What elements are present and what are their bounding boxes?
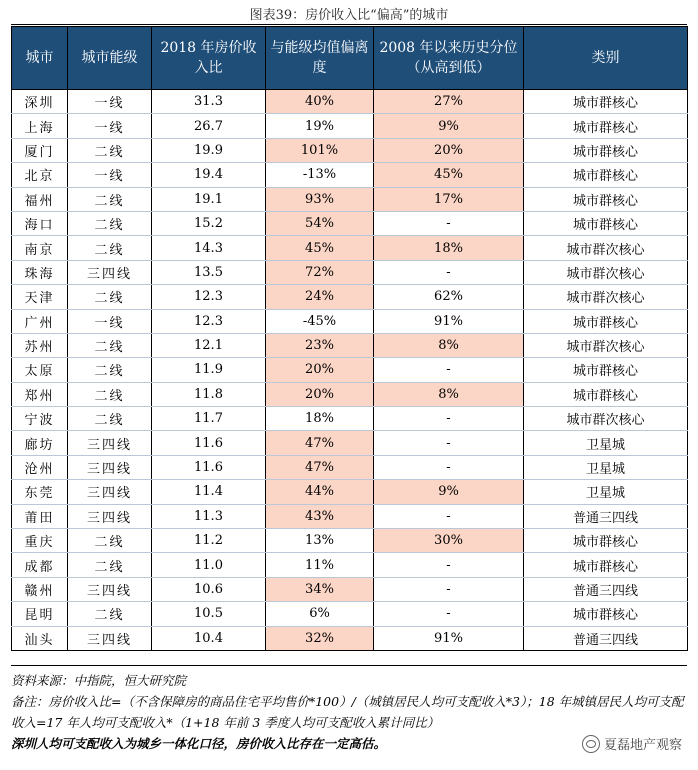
source-note: 资料来源：中指院，恒大研究院 xyxy=(11,673,187,688)
cell-tier: 三四线 xyxy=(68,455,152,479)
cell-ratio: 13.5 xyxy=(152,260,266,284)
cell-tier: 二线 xyxy=(68,138,152,162)
cell-city: 天津 xyxy=(12,285,68,309)
cell-deviation: -45% xyxy=(266,309,374,333)
bottom-rule xyxy=(11,665,687,666)
table-row xyxy=(12,358,688,382)
cell-percentile: - xyxy=(374,407,524,431)
cell-ratio: 11.7 xyxy=(152,407,266,431)
cell-tier: 二线 xyxy=(68,236,152,260)
cell-category: 普通三四线 xyxy=(524,626,688,650)
cell-deviation: 47% xyxy=(266,431,374,455)
cell-deviation: 19% xyxy=(266,114,374,138)
cell-city: 成都 xyxy=(12,553,68,577)
cell-percentile: 20% xyxy=(374,138,524,162)
cell-tier: 三四线 xyxy=(68,431,152,455)
cell-ratio: 19.9 xyxy=(152,138,266,162)
cell-percentile: 91% xyxy=(374,309,524,333)
cell-category: 城市群核心 xyxy=(524,163,688,187)
cell-tier: 三四线 xyxy=(68,504,152,528)
cell-category: 城市群核心 xyxy=(524,382,688,406)
table-row xyxy=(12,333,688,357)
cell-tier: 二线 xyxy=(68,407,152,431)
table-row xyxy=(12,211,688,235)
cell-tier: 二线 xyxy=(68,285,152,309)
cell-percentile: - xyxy=(374,455,524,479)
table-row xyxy=(12,480,688,504)
cell-percentile: - xyxy=(374,211,524,235)
table-row xyxy=(12,407,688,431)
cell-percentile: 27% xyxy=(374,90,524,114)
cell-category: 卫星城 xyxy=(524,455,688,479)
cell-percentile: - xyxy=(374,260,524,284)
cell-ratio: 19.4 xyxy=(152,163,266,187)
cell-category: 城市群次核心 xyxy=(524,333,688,357)
table-row xyxy=(12,187,688,211)
cell-city: 重庆 xyxy=(12,529,68,553)
table-row xyxy=(12,577,688,601)
cell-city: 东莞 xyxy=(12,480,68,504)
cell-category: 城市群核心 xyxy=(524,114,688,138)
cell-deviation: 32% xyxy=(266,626,374,650)
cell-ratio: 12.1 xyxy=(152,333,266,357)
cell-percentile: - xyxy=(374,577,524,601)
cell-tier: 二线 xyxy=(68,602,152,626)
cell-ratio: 10.5 xyxy=(152,602,266,626)
cell-deviation: 34% xyxy=(266,577,374,601)
cell-city: 宁波 xyxy=(12,407,68,431)
cell-city: 广州 xyxy=(12,309,68,333)
cell-tier: 一线 xyxy=(68,309,152,333)
cell-ratio: 31.3 xyxy=(152,90,266,114)
cell-deviation: 20% xyxy=(266,382,374,406)
cell-category: 城市群核心 xyxy=(524,187,688,211)
table-row xyxy=(12,260,688,284)
price-income-table xyxy=(11,26,688,651)
table-row xyxy=(12,138,688,162)
cell-category: 城市群核心 xyxy=(524,602,688,626)
cell-ratio: 11.9 xyxy=(152,358,266,382)
cell-ratio: 10.4 xyxy=(152,626,266,650)
cell-percentile: - xyxy=(374,602,524,626)
cell-ratio: 19.1 xyxy=(152,187,266,211)
cell-tier: 二线 xyxy=(68,187,152,211)
cell-ratio: 11.2 xyxy=(152,529,266,553)
table-row xyxy=(12,504,688,528)
cell-deviation: 47% xyxy=(266,455,374,479)
cell-ratio: 11.0 xyxy=(152,553,266,577)
cell-city: 沧州 xyxy=(12,455,68,479)
cell-deviation: 93% xyxy=(266,187,374,211)
cell-city: 太原 xyxy=(12,358,68,382)
cell-deviation: 24% xyxy=(266,285,374,309)
cell-category: 城市群次核心 xyxy=(524,260,688,284)
cell-city: 郑州 xyxy=(12,382,68,406)
cell-deviation: 101% xyxy=(266,138,374,162)
cell-category: 城市群次核心 xyxy=(524,285,688,309)
cell-city: 苏州 xyxy=(12,333,68,357)
cell-category: 普通三四线 xyxy=(524,504,688,528)
cell-city: 莆田 xyxy=(12,504,68,528)
cell-percentile: 91% xyxy=(374,626,524,650)
cell-city: 赣州 xyxy=(12,577,68,601)
cell-ratio: 11.6 xyxy=(152,455,266,479)
table-row xyxy=(12,90,688,114)
cell-deviation: 45% xyxy=(266,236,374,260)
cell-tier: 二线 xyxy=(68,553,152,577)
cell-percentile: 30% xyxy=(374,529,524,553)
cell-percentile: - xyxy=(374,553,524,577)
cell-city: 福州 xyxy=(12,187,68,211)
cell-ratio: 12.3 xyxy=(152,309,266,333)
cell-deviation: 40% xyxy=(266,90,374,114)
header-city: 城市 xyxy=(12,27,68,90)
table-row xyxy=(12,455,688,479)
table-row xyxy=(12,285,688,309)
cell-percentile: 9% xyxy=(374,480,524,504)
cell-category: 城市群核心 xyxy=(524,553,688,577)
cell-category: 城市群核心 xyxy=(524,138,688,162)
cell-category: 城市群次核心 xyxy=(524,236,688,260)
cell-tier: 二线 xyxy=(68,529,152,553)
top-rule xyxy=(11,24,687,25)
cell-category: 城市群核心 xyxy=(524,309,688,333)
cell-percentile: - xyxy=(374,504,524,528)
cell-deviation: 44% xyxy=(266,480,374,504)
header-tier: 城市能级 xyxy=(68,27,152,90)
cell-percentile: 9% xyxy=(374,114,524,138)
cell-tier: 二线 xyxy=(68,382,152,406)
cell-deviation: 23% xyxy=(266,333,374,357)
cell-tier: 二线 xyxy=(68,211,152,235)
cell-deviation: 54% xyxy=(266,211,374,235)
cell-deviation: 20% xyxy=(266,358,374,382)
cell-ratio: 26.7 xyxy=(152,114,266,138)
table-row xyxy=(12,602,688,626)
table-row xyxy=(12,163,688,187)
cell-percentile: - xyxy=(374,431,524,455)
cell-category: 普通三四线 xyxy=(524,577,688,601)
cell-ratio: 14.3 xyxy=(152,236,266,260)
cell-percentile: 45% xyxy=(374,163,524,187)
cell-ratio: 12.3 xyxy=(152,285,266,309)
cell-category: 城市群核心 xyxy=(524,358,688,382)
wechat-icon xyxy=(582,735,600,753)
table-row xyxy=(12,114,688,138)
cell-tier: 一线 xyxy=(68,163,152,187)
cell-city: 昆明 xyxy=(12,602,68,626)
table-row xyxy=(12,626,688,650)
cell-ratio: 11.8 xyxy=(152,382,266,406)
cell-tier: 一线 xyxy=(68,114,152,138)
cell-percentile: 8% xyxy=(374,382,524,406)
cell-tier: 一线 xyxy=(68,90,152,114)
cell-percentile: - xyxy=(374,358,524,382)
cell-tier: 二线 xyxy=(68,358,152,382)
cell-deviation: 11% xyxy=(266,553,374,577)
cell-category: 城市群核心 xyxy=(524,90,688,114)
cell-city: 南京 xyxy=(12,236,68,260)
formula-note: 备注：房价收入比=（不含保障房的商品住宅平均售价*100）/（城镇居民人均可支配收入*3）；18 年城镇居民人均可支配收入=17 年人均可支配收入*（1+18 年前 3 季度人均可支配收入累计同比） xyxy=(11,694,684,730)
cell-category: 城市群核心 xyxy=(524,529,688,553)
cell-deviation: 18% xyxy=(266,407,374,431)
header-category: 类别 xyxy=(524,27,688,90)
table-caption: 图表39：房价收入比“偏高”的城市 xyxy=(249,8,449,23)
cell-percentile: 8% xyxy=(374,333,524,357)
cell-deviation: 13% xyxy=(266,529,374,553)
cell-deviation: 43% xyxy=(266,504,374,528)
table-row xyxy=(12,236,688,260)
cell-tier: 二线 xyxy=(68,333,152,357)
table-body xyxy=(12,90,688,651)
cell-category: 卫星城 xyxy=(524,431,688,455)
conclusion-note: 深圳人均可支配收入为城乡一体化口径，房价收入比存在一定高估。 xyxy=(11,736,387,751)
cell-city: 珠海 xyxy=(12,260,68,284)
cell-tier: 三四线 xyxy=(68,260,152,284)
cell-deviation: -13% xyxy=(266,163,374,187)
table-row xyxy=(12,553,688,577)
cell-city: 海口 xyxy=(12,211,68,235)
table-row xyxy=(12,431,688,455)
header-percentile: 2008 年以来历史分位（从高到低） xyxy=(374,27,524,90)
cell-tier: 三四线 xyxy=(68,480,152,504)
cell-tier: 三四线 xyxy=(68,577,152,601)
cell-city: 廊坊 xyxy=(12,431,68,455)
cell-ratio: 11.3 xyxy=(152,504,266,528)
cell-city: 上海 xyxy=(12,114,68,138)
cell-city: 厦门 xyxy=(12,138,68,162)
table-header-row xyxy=(12,27,688,90)
cell-city: 深圳 xyxy=(12,90,68,114)
cell-category: 城市群核心 xyxy=(524,211,688,235)
cell-ratio: 15.2 xyxy=(152,211,266,235)
cell-city: 汕头 xyxy=(12,626,68,650)
header-deviation: 与能级均值偏离度 xyxy=(266,27,374,90)
table-row xyxy=(12,529,688,553)
cell-ratio: 10.6 xyxy=(152,577,266,601)
cell-deviation: 6% xyxy=(266,602,374,626)
cell-ratio: 11.6 xyxy=(152,431,266,455)
cell-category: 城市群次核心 xyxy=(524,407,688,431)
table-row xyxy=(12,382,688,406)
cell-percentile: 18% xyxy=(374,236,524,260)
cell-percentile: 62% xyxy=(374,285,524,309)
cell-category: 卫星城 xyxy=(524,480,688,504)
watermark xyxy=(580,734,684,753)
header-ratio: 2018 年房价收入比 xyxy=(152,27,266,90)
table-row xyxy=(12,309,688,333)
cell-deviation: 72% xyxy=(266,260,374,284)
cell-percentile: 17% xyxy=(374,187,524,211)
cell-tier: 三四线 xyxy=(68,626,152,650)
cell-ratio: 11.4 xyxy=(152,480,266,504)
cell-city: 北京 xyxy=(12,163,68,187)
watermark-text: 夏磊地产观察 xyxy=(603,738,682,753)
